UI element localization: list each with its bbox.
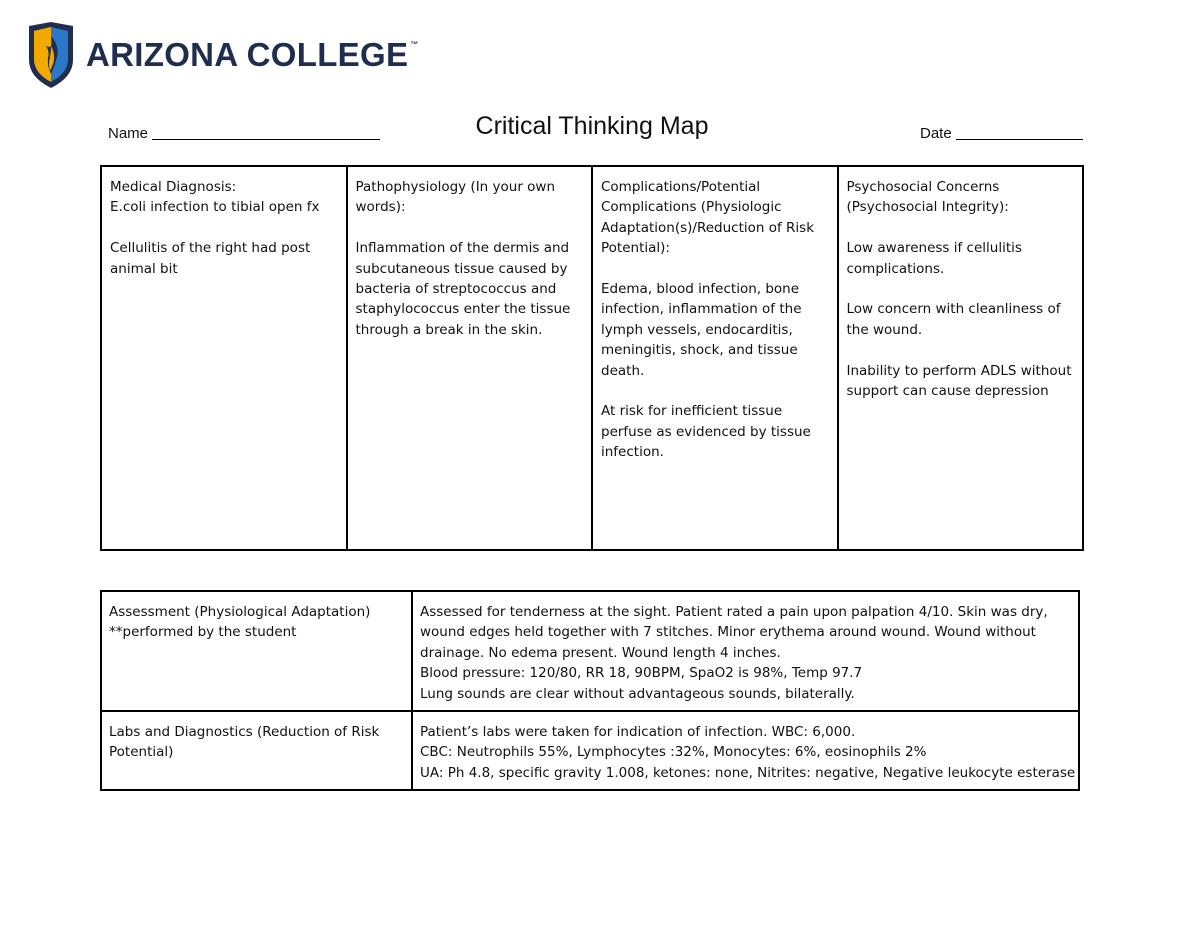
assessment-detail-cell — [412, 591, 1079, 711]
psychosocial-text: Psychosocial Concerns (Psychosocial Integrity): Low awareness if cellulitis complications. Low concern with cleanliness of the wound. Inability to perform ADLS without support can cause depression — [846, 179, 1072, 400]
critical-thinking-table — [100, 165, 1084, 551]
labs-detail-cell — [412, 711, 1079, 790]
page-title: Critical Thinking Map — [475, 112, 709, 140]
medical-diagnosis-text: Medical Diagnosis: E.coli infection to tibial open fx Cellulitis of the right had post animal bit — [110, 179, 320, 277]
table-row — [101, 591, 1079, 711]
date-field-line[interactable] — [956, 139, 1083, 140]
assessment-line: Lung sounds are clear without advantageous sounds, bilaterally. — [420, 685, 855, 702]
brand-name — [86, 36, 419, 74]
labs-line: UA: Ph 4.8, specific gravity 1.008, ketones: none, Nitrites: negative, Negative leukocyte esterase — [420, 764, 1076, 781]
medical-diagnosis-cell — [101, 166, 347, 550]
form-header — [100, 112, 1084, 144]
name-label: Name — [108, 125, 149, 142]
assessment-label-cell — [101, 591, 412, 711]
trademark-symbol: ™ — [410, 40, 419, 49]
labs-label-cell — [101, 711, 412, 790]
assessment-line: Assessed for tenderness at the sight. Patient rated a pain upon palpation 4/10. Skin was dry, — [420, 604, 1048, 620]
labs-line: Patient’s labs were taken for indication of infection. WBC: 6,000. — [420, 724, 856, 741]
complications-text: Complications/Potential Complications (Physiologic Adaptation(s)/Reduction of Risk Potential): Edema, blood infection, bone infection, inflammation of the lymph vessels, endocarditis, meningitis, shock, and tissue death. At risk for inefficient tissue perfuse as evidenced by tissue infection. — [601, 179, 815, 461]
assessment-line: drainage. No edema present. Wound length 4 inches. — [420, 644, 781, 661]
pathophysiology-text: Pathophysiology (In your own words): Inflammation of the dermis and subcutaneous tissue caused by bacteria of streptococcus and staphylococcus enter the tissue through a break in the skin. — [355, 179, 571, 338]
table-row — [101, 711, 1079, 790]
complications-cell — [592, 166, 838, 550]
labs-label: Labs and Diagnostics (Reduction of Risk Potential) — [109, 724, 380, 761]
psychosocial-cell — [838, 166, 1084, 550]
assessment-line: wound edges held together with 7 stitches. Minor erythema around wound. Wound without — [420, 624, 1036, 641]
brand-text: ARIZONA COLLEGE — [86, 36, 409, 73]
college-logo — [26, 20, 419, 90]
assessment-line: Blood pressure: 120/80, RR 18, 90BPM, SpaO2 is 98%, Temp 97.7 — [420, 665, 863, 682]
pathophysiology-cell — [347, 166, 593, 550]
table-row — [101, 166, 1083, 550]
assessment-table — [100, 590, 1080, 791]
assessment-label: Assessment (Physiological Adaptation) **performed by the student — [109, 604, 371, 641]
flame-shield-icon — [26, 22, 76, 88]
labs-line: CBC: Neutrophils 55%, Lymphocytes :32%, Monocytes: 6%, eosinophils 2% — [420, 744, 927, 761]
date-label: Date — [920, 125, 952, 142]
